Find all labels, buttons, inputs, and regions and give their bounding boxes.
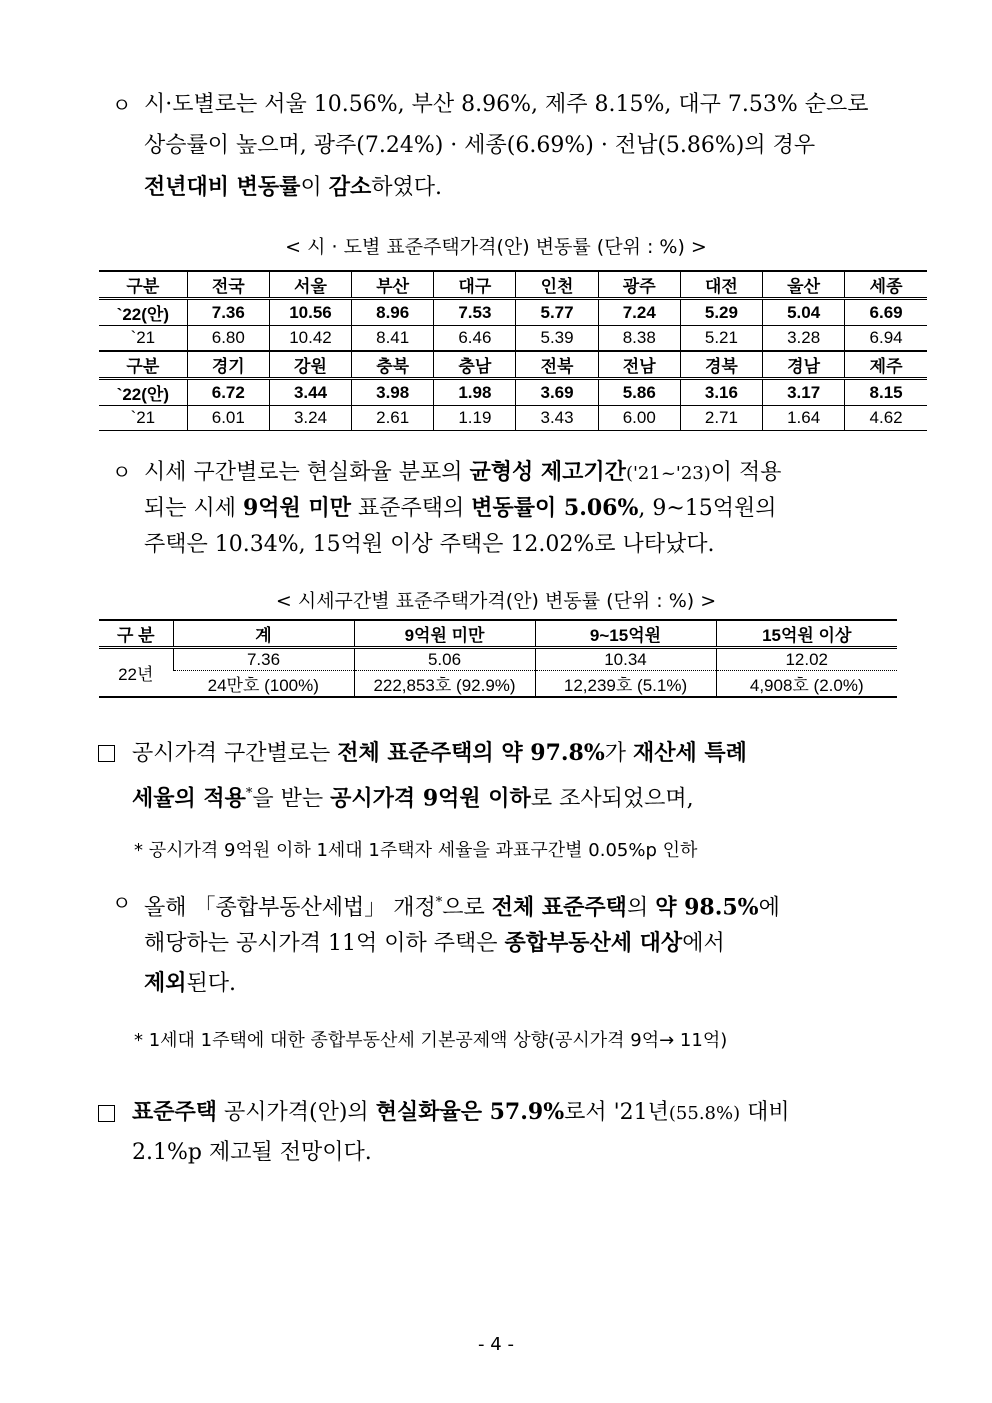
count-cell: 222,853호 (92.9%) [354, 671, 535, 698]
value-cell: 1.64 [763, 406, 845, 431]
para1-line3: 전년대비 변동률이 감소하였다. [144, 174, 442, 200]
header-cell: 인천 [516, 271, 598, 299]
header-cell: 구분 [126, 357, 160, 376]
value-cell: 10.56 [269, 299, 351, 326]
value-cell: 1.19 [434, 406, 516, 431]
value-cell: 3.16 [680, 379, 762, 406]
para2-line2: 되는 시세 9억원 미만 표준주택의 변동률이 5.06%, 9~15억원의 [144, 495, 777, 521]
count-cell: 24만호 (100%) [207, 676, 319, 695]
header-cell: 울산 [763, 271, 845, 299]
header-cell: 세종 [845, 271, 927, 299]
value-cell: 5.04 [763, 299, 845, 326]
para5-line1: 표준주택 공시가격(안)의 현실화율은 57.9%로서 '21년(55.8%) 대비 [132, 1099, 790, 1125]
value-cell: 1.98 [434, 379, 516, 406]
value-cell: 7.24 [598, 299, 680, 326]
header-cell: 15억원 이상 [716, 620, 897, 648]
value-cell: 7.36 [187, 299, 269, 326]
para2-line1: 시세 구간별로는 현실화율 분포의 균형성 제고기간('21~'23)이 적용 [144, 459, 782, 485]
count-cell: 12,239호 (5.1%) [535, 671, 716, 698]
header-cell: 구 분 [116, 626, 155, 645]
value-cell: 7.53 [434, 299, 516, 326]
page-number: - 4 - [478, 1334, 514, 1355]
value-cell: `21 [130, 328, 156, 347]
value-cell: 3.98 [352, 379, 434, 406]
header-cell: 9~15억원 [535, 620, 716, 648]
value-cell: 6.80 [187, 326, 269, 352]
value-cell: 3.24 [269, 406, 351, 431]
para3-footnote: * 공시가격 9억원 이하 1세대 1주택자 세율을 과표구간별 0.05%p 인하 [134, 840, 698, 861]
para1-line1: 시·도별로는 서울 10.56%, 부산 8.96%, 제주 8.15%, 대구 7.53% 순으로 [144, 92, 869, 117]
rate-cell: 5.06 [354, 648, 535, 671]
para4-line3: 제외된다. [144, 970, 237, 996]
value-cell: 2.61 [352, 406, 434, 431]
value-cell: 6.72 [187, 379, 269, 406]
header-cell: 구분 [126, 277, 160, 296]
value-cell: `22(안) [116, 305, 170, 324]
circle-bullet-icon: ㅇ [112, 93, 132, 117]
value-cell: 6.46 [434, 326, 516, 352]
header-cell: 충북 [352, 351, 434, 379]
square-bullet-icon [98, 745, 115, 762]
value-cell: 4.62 [845, 406, 927, 431]
header-cell: 전국 [187, 271, 269, 299]
table1-row-21b [99, 406, 927, 431]
value-cell: 8.41 [352, 326, 434, 352]
table1-header-row [99, 271, 927, 299]
header-cell: 전북 [516, 351, 598, 379]
header-cell: 경남 [763, 351, 845, 379]
para1-line2: 상승률이 높으며, 광주(7.24%) · 세종(6.69%) · 전남(5.86%)의 경우 [144, 133, 816, 158]
value-cell: 3.44 [269, 379, 351, 406]
header-cell: 계 [173, 620, 354, 648]
value-cell: 3.43 [516, 406, 598, 431]
para3-line2: 세율의 적용*을 받는 공시가격 9억원 이하로 조사되었으며, [132, 785, 694, 812]
value-cell: 6.69 [845, 299, 927, 326]
para4-line1: 올해 「종합부동산세법」 개정*으로 전체 표준주택의 약 98.5%에 [144, 894, 780, 921]
header-cell: 전남 [598, 351, 680, 379]
circle-bullet-icon: ㅇ [112, 460, 132, 484]
value-cell: 10.42 [269, 326, 351, 352]
table2-caption: < 시세구간별 표준주택가격(안) 변동률 (단위 : %) > [275, 590, 717, 612]
value-cell: `21 [130, 408, 156, 427]
header-cell: 강원 [269, 351, 351, 379]
value-cell: 5.77 [516, 299, 598, 326]
rate-cell: 10.34 [535, 648, 716, 671]
header-cell: 경북 [680, 351, 762, 379]
table2-rate-row [99, 648, 897, 671]
para5-line2: 2.1%p 제고될 전망이다. [132, 1140, 372, 1165]
rate-cell: 12.02 [716, 648, 897, 671]
para4-footnote: * 1세대 1주택에 대한 종합부동산세 기본공제액 상향(공시가격 9억→ 11억) [134, 1030, 728, 1051]
square-bullet-icon [98, 1105, 115, 1122]
value-cell: 3.69 [516, 379, 598, 406]
header-cell: 대전 [680, 271, 762, 299]
table1-caption: < 시 · 도별 표준주택가격(안) 변동률 (단위 : %) > [285, 236, 707, 258]
value-cell: 8.38 [598, 326, 680, 352]
value-cell: 8.96 [352, 299, 434, 326]
table1-row-22b [99, 379, 927, 406]
value-cell: 5.86 [598, 379, 680, 406]
para3-line1: 공시가격 구간별로는 전체 표준주택의 약 97.8%가 재산세 특례 [132, 740, 747, 766]
value-cell: 6.94 [845, 326, 927, 352]
header-cell: 대구 [434, 271, 516, 299]
value-cell: 5.39 [516, 326, 598, 352]
table2-count-row [99, 671, 897, 698]
rate-cell: 7.36 [173, 648, 354, 671]
header-cell: 제주 [845, 351, 927, 379]
table1-row-21a [99, 326, 927, 352]
header-cell: 경기 [187, 351, 269, 379]
value-cell: 2.71 [680, 406, 762, 431]
header-cell: 9억원 미만 [354, 620, 535, 648]
table1-row-22a [99, 299, 927, 326]
price-band-table [99, 619, 897, 698]
header-cell: 서울 [269, 271, 351, 299]
value-cell: 3.28 [763, 326, 845, 352]
table1-header-row-2 [99, 351, 927, 379]
count-cell: 4,908호 (2.0%) [716, 671, 897, 698]
value-cell: `22(안) [116, 385, 170, 404]
header-cell: 충남 [434, 351, 516, 379]
value-cell: 6.01 [187, 406, 269, 431]
value-cell: 3.17 [763, 379, 845, 406]
header-cell: 광주 [598, 271, 680, 299]
para2-line3: 주택은 10.34%, 15억원 이상 주택은 12.02%로 나타났다. [144, 532, 715, 557]
regional-rate-table [99, 270, 927, 431]
para4-line2: 해당하는 공시가격 11억 이하 주택은 종합부동산세 대상에서 [144, 930, 725, 956]
circle-bullet-icon: ㅇ [112, 891, 132, 915]
value-cell: 5.29 [680, 299, 762, 326]
value-cell: 6.00 [598, 406, 680, 431]
table2-header-row [99, 620, 897, 648]
header-cell: 부산 [352, 271, 434, 299]
value-cell: 5.21 [680, 326, 762, 352]
year-cell: 22년 [118, 665, 154, 684]
value-cell: 8.15 [845, 379, 927, 406]
